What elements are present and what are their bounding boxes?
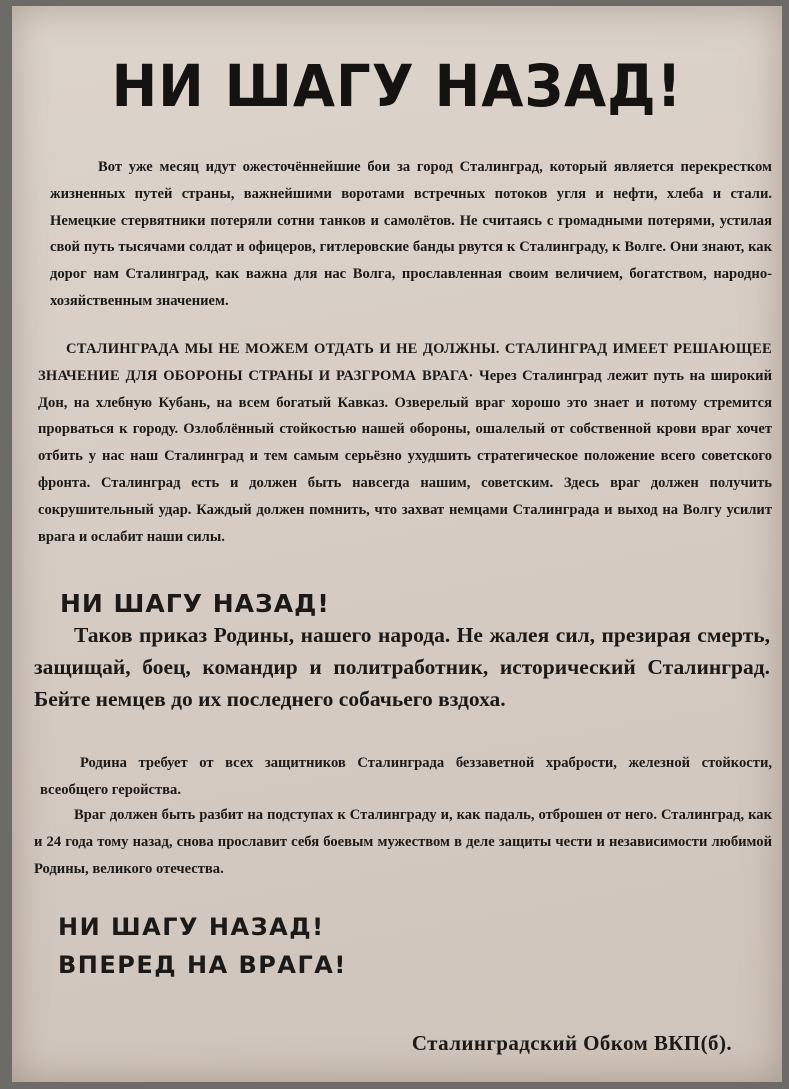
subtitle-slogan: НИ ШАГУ НАЗАД!: [60, 589, 330, 618]
paragraph-1-block: [12, 154, 782, 315]
paragraph-2-caps: СТАЛИНГРАДА МЫ НЕ МОЖЕМ ОТДАТЬ И НЕ ДОЛЖНЫ. СТАЛИНГРАД ИМЕЕТ РЕШАЮЩЕЕ ЗНАЧЕНИЕ ДЛЯ ОБОРОНЫ СТРАНЫ И РАЗГРОМА ВРАГА·: [38, 341, 772, 384]
paragraph-1: Вот уже месяц идут ожесточённейшие бои за город Сталинград, который является перекрестком жизненных путей страны, важнейшими воротами встречных потоков угля и нефти, хлеба и стали. Немецкие стервятники потеряли сотни танков и самолётов. Не считаясь с громадными потерями, устилая свой путь тысячами солдат и офицеров, гитлеровские банды рвутся к Сталинграду, к Волге. Они знают, как дорог нам Сталинград, как важна для нас Волга, прославленная своим величием, богатством, народно-хозяйственным значением.: [50, 159, 772, 309]
paragraph-4-block: [12, 750, 782, 804]
paragraph-5: Враг должен быть разбит на подступах к Сталинграду и, как падаль, отброшен от него. Сталинград, как и 24 года тому назад, снова прославит себя боевым мужеством в деле защиты чести и независимости любимой Родины, великого отечества.: [34, 807, 772, 877]
closing-slogans: [58, 908, 347, 984]
paragraph-4: Родина требует от всех защитников Сталинграда беззаветной храбрости, железной стойкости, всеобщего геройства.: [40, 755, 772, 798]
leaflet-title: НИ ШАГУ НАЗАД!: [111, 52, 683, 120]
paragraph-2: [38, 336, 772, 550]
signature: Сталинградский Обком ВКП(б).: [411, 1031, 732, 1055]
paragraph-3-block: [12, 620, 782, 715]
closing-line-2: ВПЕРЕД НА ВРАГА!: [58, 951, 347, 979]
closing-line-1: НИ ШАГУ НАЗАД!: [58, 913, 325, 941]
paragraph-2-block: [12, 336, 782, 550]
paragraph-3-order: Таков приказ Родины, нашего народа. Не жалея сил, презирая смерть, защищай, боец, командир и политработник, исторический Сталинград. Бейте немцев до их последнего собачьего вздоха.: [34, 623, 770, 711]
paragraph-2-rest: Через Сталинград лежит путь на широкий Дон, на хлебную Кубань, на всем богатый Кавказ. Озверелый враг хорошо это знает и потому стремится прорваться к городу. Озлоблённый стойкостью нашей обороны, ошалелый от собственной крови враг хочет отбить у нас наш Сталинград и тем самым серьёзно ухудшить стратегическое положение всего советского фронта. Сталинград есть и должен быть навсегда нашим, советским. Здесь враг должен получить сокрушительный удар. Каждый должен помнить, что захват немцами Сталинграда и выход на Волгу усилит врага и ослабит наши силы.: [38, 367, 772, 545]
leaflet-poster: [12, 6, 782, 1082]
paragraph-5-block: [12, 802, 782, 882]
